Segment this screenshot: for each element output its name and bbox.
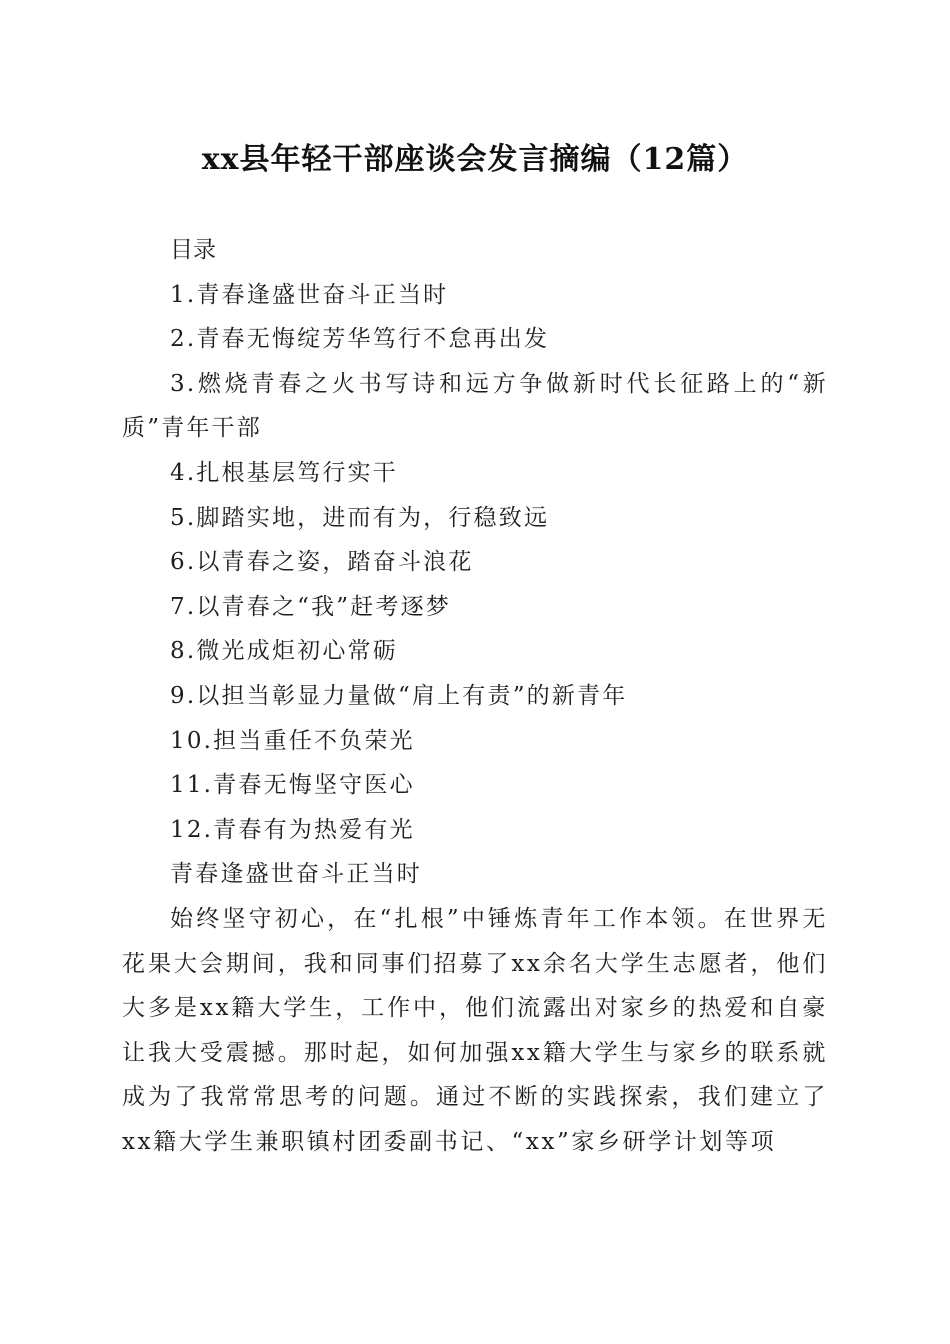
toc-item-10: 10.担当重任不负荣光 bbox=[170, 727, 415, 754]
toc-item-4: 4.扎根基层笃行实干 bbox=[170, 459, 398, 486]
toc-item-9: 9.以担当彰显力量做“肩上有责”的新青年 bbox=[170, 682, 628, 709]
document-body bbox=[122, 228, 828, 1164]
toc-item-3: 3.燃烧青春之火书写诗和远方争做新时代长征路上的“新质”青年干部 bbox=[122, 370, 828, 442]
toc-item-8: 8.微光成炬初心常砺 bbox=[170, 638, 398, 665]
toc-item-11: 11.青春无悔坚守医心 bbox=[170, 772, 415, 799]
toc-item-12: 12.青春有为热爱有光 bbox=[170, 816, 415, 843]
body-paragraph: 始终坚守初心，在“扎根”中锤炼青年工作本领。在世界无花果大会期间，我和同事们招募了xx余名大学生志愿者，他们大多是xx籍大学生，工作中，他们流露出对家乡的热爱和自豪让我大受震撼。那时起，如何加强xx籍大学生与家乡的联系就成为了我常常思考的问题。通过不断的实践探索，我们建立了xx籍大学生兼职镇村团委副书记、“xx”家乡研学计划等项 bbox=[122, 905, 828, 1155]
toc-heading: 目录 bbox=[170, 237, 216, 263]
toc-item-5: 5.脚踏实地，进而有为，行稳致远 bbox=[170, 504, 550, 531]
document-title: xx县年轻干部座谈会发言摘编（12篇） bbox=[201, 142, 749, 177]
toc-item-7: 7.以青春之“我”赶考逐梦 bbox=[170, 593, 452, 620]
toc-item-1: 1.青春逢盛世奋斗正当时 bbox=[170, 281, 449, 308]
section-heading: 青春逢盛世奋斗正当时 bbox=[170, 861, 422, 888]
toc-item-2: 2.青春无悔绽芳华笃行不怠再出发 bbox=[170, 326, 550, 353]
toc-item-6: 6.以青春之姿，踏奋斗浪花 bbox=[170, 549, 474, 576]
